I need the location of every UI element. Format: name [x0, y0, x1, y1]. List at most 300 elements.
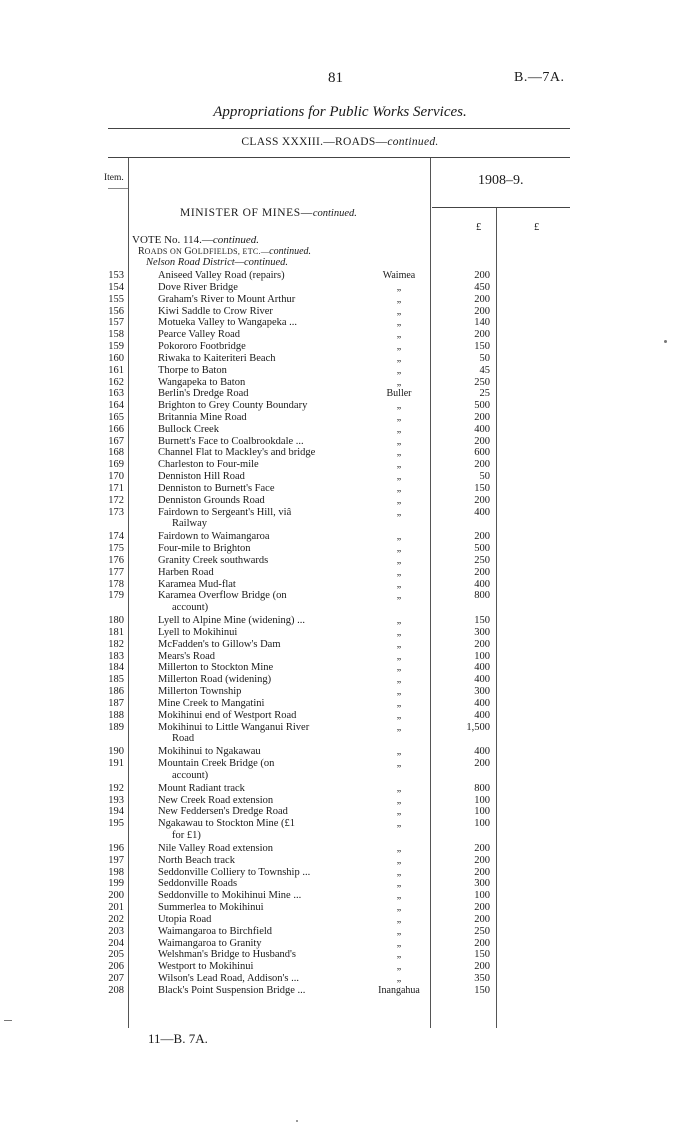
table-row: [0, 579, 700, 591]
amount: 800: [474, 782, 490, 794]
item-column-heading: Item.: [104, 173, 124, 183]
item-number: 175: [108, 543, 124, 555]
item-number: 157: [108, 317, 124, 329]
amount: 300: [474, 686, 490, 698]
item-number: 159: [108, 341, 124, 352]
amount: 45: [479, 364, 490, 376]
item-description: Riwaka to Kaiteriteri Beach: [158, 352, 276, 364]
county-name: „: [396, 459, 402, 471]
item-description: Summerlea to Mokihinui: [158, 902, 264, 913]
item-number: 198: [108, 866, 124, 878]
amount: 200: [474, 566, 490, 578]
item-number: 174: [108, 531, 124, 543]
district-continued: continued.: [244, 257, 289, 268]
item-number: 155: [108, 293, 124, 305]
item-number: 156: [108, 305, 124, 317]
table-row: [0, 758, 700, 770]
county-name: „: [396, 305, 402, 317]
table-row: [0, 590, 700, 602]
amount: 200: [474, 305, 490, 317]
county-name: „: [396, 435, 402, 447]
item-number: 204: [108, 937, 124, 949]
table-row: [0, 615, 700, 627]
table-row: [0, 985, 700, 997]
county-name: „: [396, 818, 402, 830]
item-number: 173: [108, 506, 124, 518]
county-name: „: [396, 626, 402, 638]
item-description: New Feddersen's Dredge Road: [158, 806, 288, 818]
item-number: 164: [108, 400, 124, 412]
amount: 400: [474, 423, 490, 435]
county-name: „: [396, 913, 402, 925]
item-number: 177: [108, 566, 124, 578]
county-name: „: [396, 709, 402, 721]
amount: 400: [474, 709, 490, 721]
item-description-continued: Railway: [172, 518, 207, 530]
table-row: [0, 674, 700, 686]
item-description: Kiwi Saddle to Crow River: [158, 305, 273, 317]
county-name: „: [396, 482, 402, 494]
table-row: [0, 555, 700, 567]
table-row: [0, 746, 700, 758]
item-description: Millerton Road (widening): [158, 674, 272, 686]
class-heading: [0, 136, 680, 148]
item-description: Pokororo Footbridge: [158, 341, 246, 352]
county-name: „: [396, 447, 402, 459]
table-row: [0, 436, 700, 448]
county-name: „: [396, 423, 402, 435]
amount: 250: [474, 925, 490, 937]
minister-heading: [180, 207, 357, 219]
county-name: „: [396, 341, 402, 352]
table-row: [0, 867, 700, 879]
amount: 400: [474, 697, 490, 709]
item-description: Seddonville to Mokihinui Mine ...: [158, 890, 302, 902]
amount: 200: [474, 842, 490, 854]
item-number: 208: [108, 984, 124, 996]
county-name: „: [396, 854, 402, 866]
item-description: Berlin's Dredge Road: [158, 388, 249, 400]
county-name: „: [396, 842, 402, 854]
item-description: Black's Point Suspension Bridge ...: [158, 984, 306, 996]
pound-sign-2: £: [534, 222, 540, 233]
table-row: [0, 459, 700, 471]
item-description: Granity Creek southwards: [158, 554, 269, 566]
amount: 500: [474, 543, 490, 555]
item-description: New Creek Road extension: [158, 794, 274, 806]
amount: 200: [474, 913, 490, 925]
table-row: [0, 627, 700, 639]
table-row: [0, 329, 700, 341]
county-name: „: [396, 890, 402, 902]
item-description: Mokihinui to Little Wanganui River: [158, 721, 310, 733]
item-description: Mokihinui to Ngakawau: [158, 746, 261, 758]
amount: 25: [479, 388, 490, 400]
amount: 400: [474, 506, 490, 518]
county-name: „: [396, 590, 402, 602]
roads-initial: R: [138, 246, 145, 257]
amount: 200: [474, 758, 490, 769]
county-name: „: [396, 806, 402, 818]
table-row: [0, 783, 700, 795]
vote-continued: continued.: [212, 234, 260, 246]
minister-continued: continued.: [312, 208, 357, 219]
table-row: [0, 388, 700, 400]
county-name: „: [396, 721, 402, 733]
county-name: „: [396, 866, 402, 878]
item-description: Fairdown to Waimangaroa: [158, 531, 270, 543]
county-name: „: [396, 329, 402, 341]
item-number: 180: [108, 615, 124, 627]
county-name: „: [396, 494, 402, 506]
table-row: [0, 483, 700, 495]
item-number: 207: [108, 973, 124, 984]
item-number: 160: [108, 352, 124, 364]
item-description: Lyell to Alpine Mine (widening) ...: [158, 615, 305, 627]
table-row: [0, 270, 700, 282]
item-number: 184: [108, 662, 124, 674]
amount: 800: [474, 590, 490, 602]
vote-heading: [132, 234, 259, 246]
item-description: Seddonville Roads: [158, 878, 238, 890]
county-name: „: [396, 376, 402, 388]
table-row: [0, 710, 700, 722]
amount: 200: [474, 459, 490, 471]
item-number: 171: [108, 482, 124, 494]
item-description: Millerton to Stockton Mine: [158, 662, 274, 674]
amount: 100: [474, 650, 490, 662]
amount: 500: [474, 400, 490, 412]
item-number: 183: [108, 650, 124, 662]
ink-speck: [296, 1120, 298, 1122]
item-number: 188: [108, 709, 124, 721]
item-number: 182: [108, 638, 124, 650]
item-description: Mountain Creek Bridge (on: [158, 758, 275, 769]
item-description: Karamea Overflow Bridge (on: [158, 590, 287, 602]
table-row: [0, 412, 700, 424]
county-name: Inangahua: [378, 984, 420, 996]
goldfields-initial: G: [184, 246, 192, 257]
class-continued: continued.: [387, 136, 439, 148]
item-description: Lyell to Mokihinui: [158, 626, 238, 638]
item-description: Channel Flat to Mackley's and bridge: [158, 447, 316, 459]
table-row: [0, 400, 700, 412]
county-name: Waimea: [382, 270, 416, 281]
item-description: Mokihinui end of Westport Road: [158, 709, 297, 721]
table-row: [0, 806, 700, 818]
county-name: „: [396, 400, 402, 412]
roads-smallcaps: OADS ON: [144, 247, 185, 256]
financial-year: 1908–9.: [478, 173, 524, 188]
amount: 150: [474, 615, 490, 627]
table-row: [0, 507, 700, 519]
amount: 140: [474, 317, 490, 329]
item-description: Charleston to Four-mile: [158, 459, 259, 471]
table-row: [0, 855, 700, 867]
table-row: [0, 353, 700, 365]
county-name: „: [396, 878, 402, 890]
item-number: 172: [108, 494, 124, 506]
amount: 200: [474, 293, 490, 305]
county-name: „: [396, 578, 402, 590]
item-description: Westport to Mokihinui: [158, 961, 254, 973]
county-name: „: [396, 281, 402, 293]
item-number: 165: [108, 412, 124, 423]
district-label: Nelson Road District—: [146, 257, 245, 268]
item-number: 187: [108, 697, 124, 709]
amount: 200: [474, 854, 490, 866]
amount: 100: [474, 794, 490, 806]
amount: 400: [474, 674, 490, 686]
amount: 200: [474, 866, 490, 878]
item-description: Millerton Township: [158, 686, 242, 698]
amount: 450: [474, 281, 490, 293]
county-name: „: [396, 746, 402, 758]
county-name: „: [396, 961, 402, 973]
amount: 200: [474, 270, 490, 281]
item-description-continued: account): [172, 769, 209, 781]
item-number: 201: [108, 902, 124, 913]
item-number: 189: [108, 721, 124, 733]
county-name: „: [396, 566, 402, 578]
table-row: [0, 531, 700, 543]
item-description: Brighton to Grey County Boundary: [158, 400, 308, 412]
amount: 400: [474, 578, 490, 590]
amount: 200: [474, 435, 490, 447]
item-description: Britannia Mine Road: [158, 412, 247, 423]
item-description: Graham's River to Mount Arthur: [158, 293, 296, 305]
item-number: 199: [108, 878, 124, 890]
table-row: [0, 341, 700, 353]
amount: 200: [474, 937, 490, 949]
amount: 200: [474, 329, 490, 341]
table-row: [0, 795, 700, 807]
margin-mark: [4, 1020, 12, 1021]
item-description: Bullock Creek: [158, 423, 219, 435]
amount: 100: [474, 806, 490, 818]
item-description: Mine Creek to Mangatini: [158, 697, 265, 709]
county-name: „: [396, 973, 402, 984]
item-description: Utopia Road: [158, 913, 212, 925]
item-number: 185: [108, 674, 124, 686]
table-row: [0, 365, 700, 377]
item-number: 161: [108, 364, 124, 376]
item-number: 192: [108, 782, 124, 794]
county-name: „: [396, 697, 402, 709]
page-number: 81: [328, 70, 343, 86]
item-number: 166: [108, 423, 124, 435]
item-number: 170: [108, 471, 124, 483]
item-description: North Beach track: [158, 854, 235, 866]
table-row: [0, 495, 700, 507]
item-description: McFadden's to Gillow's Dam: [158, 638, 281, 650]
item-description: Seddonville Colliery to Township ...: [158, 866, 311, 878]
amount: 600: [474, 447, 490, 459]
county-name: „: [396, 543, 402, 555]
item-description: Wilson's Lead Road, Addison's ...: [158, 973, 300, 984]
county-name: „: [396, 506, 402, 518]
amount: 250: [474, 554, 490, 566]
item-description: Waimangaroa to Granity: [158, 937, 262, 949]
class-label: CLASS XXXIII.—ROADS—: [241, 136, 388, 148]
item-number: 179: [108, 590, 124, 602]
amount: 50: [479, 352, 490, 364]
table-row: [0, 722, 700, 734]
item-description: Welshman's Bridge to Husband's: [158, 949, 296, 961]
item-number: 196: [108, 842, 124, 854]
amount: 200: [474, 638, 490, 650]
county-name: „: [396, 352, 402, 364]
item-description: Four-mile to Brighton: [158, 543, 251, 555]
item-number: 193: [108, 794, 124, 806]
document-reference: B.—7A.: [514, 70, 565, 85]
item-description: Waimangaroa to Birchfield: [158, 925, 273, 937]
county-name: „: [396, 364, 402, 376]
ink-speck: [664, 340, 667, 343]
amount: 200: [474, 494, 490, 506]
goldfields-smallcaps: OLDFIELDS, ETC.—: [191, 247, 270, 256]
item-description-continued: Road: [172, 733, 195, 745]
item-description: Nile Valley Road extension: [158, 842, 273, 854]
item-number: 203: [108, 925, 124, 937]
item-number: 200: [108, 890, 124, 902]
amount: 200: [474, 902, 490, 913]
item-description: Fairdown to Sergeant's Hill, viâ: [158, 506, 292, 518]
table-row: [0, 651, 700, 663]
item-number: 190: [108, 746, 124, 758]
table-row: [0, 662, 700, 674]
minister-label: MINISTER OF MINES—: [180, 207, 313, 219]
title-rule: [108, 128, 570, 129]
county-name: „: [396, 758, 402, 769]
item-number: 197: [108, 854, 124, 866]
signature-mark: 11—B. 7A.: [148, 1031, 208, 1046]
roads-heading: [138, 246, 311, 257]
table-row: [0, 447, 700, 459]
table-row: [0, 543, 700, 555]
item-description: Karamea Mud-flat: [158, 578, 236, 590]
table-row: [0, 926, 700, 938]
county-name: „: [396, 554, 402, 566]
county-name: „: [396, 937, 402, 949]
table-row: [0, 843, 700, 855]
table-row: [0, 878, 700, 890]
amount: 150: [474, 949, 490, 961]
table-row: [0, 938, 700, 950]
table-top-rule: [108, 157, 570, 158]
item-description: Mears's Road: [158, 650, 216, 662]
item-number: 195: [108, 818, 124, 830]
item-description: Mount Radiant track: [158, 782, 245, 794]
item-description: Denniston to Burnett's Face: [158, 482, 275, 494]
county-name: „: [396, 471, 402, 483]
amount: 400: [474, 746, 490, 758]
county-name: „: [396, 638, 402, 650]
item-number: 154: [108, 281, 124, 293]
amount: 300: [474, 878, 490, 890]
item-description: Motueka Valley to Wangapeka ...: [158, 317, 298, 329]
item-number: 194: [108, 806, 124, 818]
table-row: [0, 961, 700, 973]
roads-continued: continued.: [269, 246, 312, 257]
item-number: 206: [108, 961, 124, 973]
vote-label: VOTE No. 114.—: [132, 234, 213, 246]
table-row: [0, 973, 700, 985]
county-name: „: [396, 317, 402, 329]
county-name: „: [396, 782, 402, 794]
county-name: „: [396, 293, 402, 305]
year-underline: [432, 207, 570, 208]
amount: 400: [474, 662, 490, 674]
item-description: Denniston Hill Road: [158, 471, 245, 483]
item-description: Ngakawau to Stockton Mine (£1: [158, 818, 296, 830]
table-row: [0, 294, 700, 306]
county-name: „: [396, 650, 402, 662]
table-row: [0, 818, 700, 830]
amount: 350: [474, 973, 490, 984]
item-number: 163: [108, 388, 124, 400]
table-row: [0, 914, 700, 926]
item-number: 169: [108, 459, 124, 471]
item-description: Aniseed Valley Road (repairs): [158, 270, 285, 281]
county-name: Buller: [386, 388, 412, 400]
item-number: 167: [108, 435, 124, 447]
county-name: „: [396, 902, 402, 913]
page-title: Appropriations for Public Works Services.: [213, 104, 467, 120]
item-description: Denniston Grounds Road: [158, 494, 265, 506]
table-row: [0, 890, 700, 902]
table-row: [0, 686, 700, 698]
amount: 200: [474, 961, 490, 973]
item-description: Harben Road: [158, 566, 214, 578]
table-row: [0, 567, 700, 579]
county-name: „: [396, 531, 402, 543]
table-row: [0, 949, 700, 961]
item-description: Burnett's Face to Coalbrookdale ...: [158, 435, 304, 447]
item-number: 181: [108, 626, 124, 638]
amount: 1,500: [466, 721, 490, 733]
table-row: [0, 306, 700, 318]
item-description-continued: account): [172, 602, 209, 614]
table-row: [0, 317, 700, 329]
amount: 300: [474, 626, 490, 638]
amount: 150: [474, 984, 490, 996]
item-number: 205: [108, 949, 124, 961]
pound-sign-1: £: [476, 222, 482, 233]
item-number: 191: [108, 758, 124, 769]
district-heading: [146, 257, 288, 268]
table-row: [0, 698, 700, 710]
item-description: Pearce Valley Road: [158, 329, 241, 341]
item-description: Wangapeka to Baton: [158, 376, 246, 388]
item-number: 162: [108, 376, 124, 388]
amount: 200: [474, 531, 490, 543]
table-row: [0, 282, 700, 294]
amount: 50: [479, 471, 490, 483]
amount: 100: [474, 818, 490, 830]
county-name: „: [396, 615, 402, 627]
item-number: 176: [108, 554, 124, 566]
item-number: 158: [108, 329, 124, 341]
county-name: „: [396, 674, 402, 686]
item-number: 202: [108, 913, 124, 925]
item-number: 178: [108, 578, 124, 590]
item-description-continued: for £1): [172, 830, 201, 841]
amount: 150: [474, 341, 490, 352]
amount: 200: [474, 412, 490, 423]
item-head-rule: [108, 188, 128, 189]
table-row: [0, 424, 700, 436]
